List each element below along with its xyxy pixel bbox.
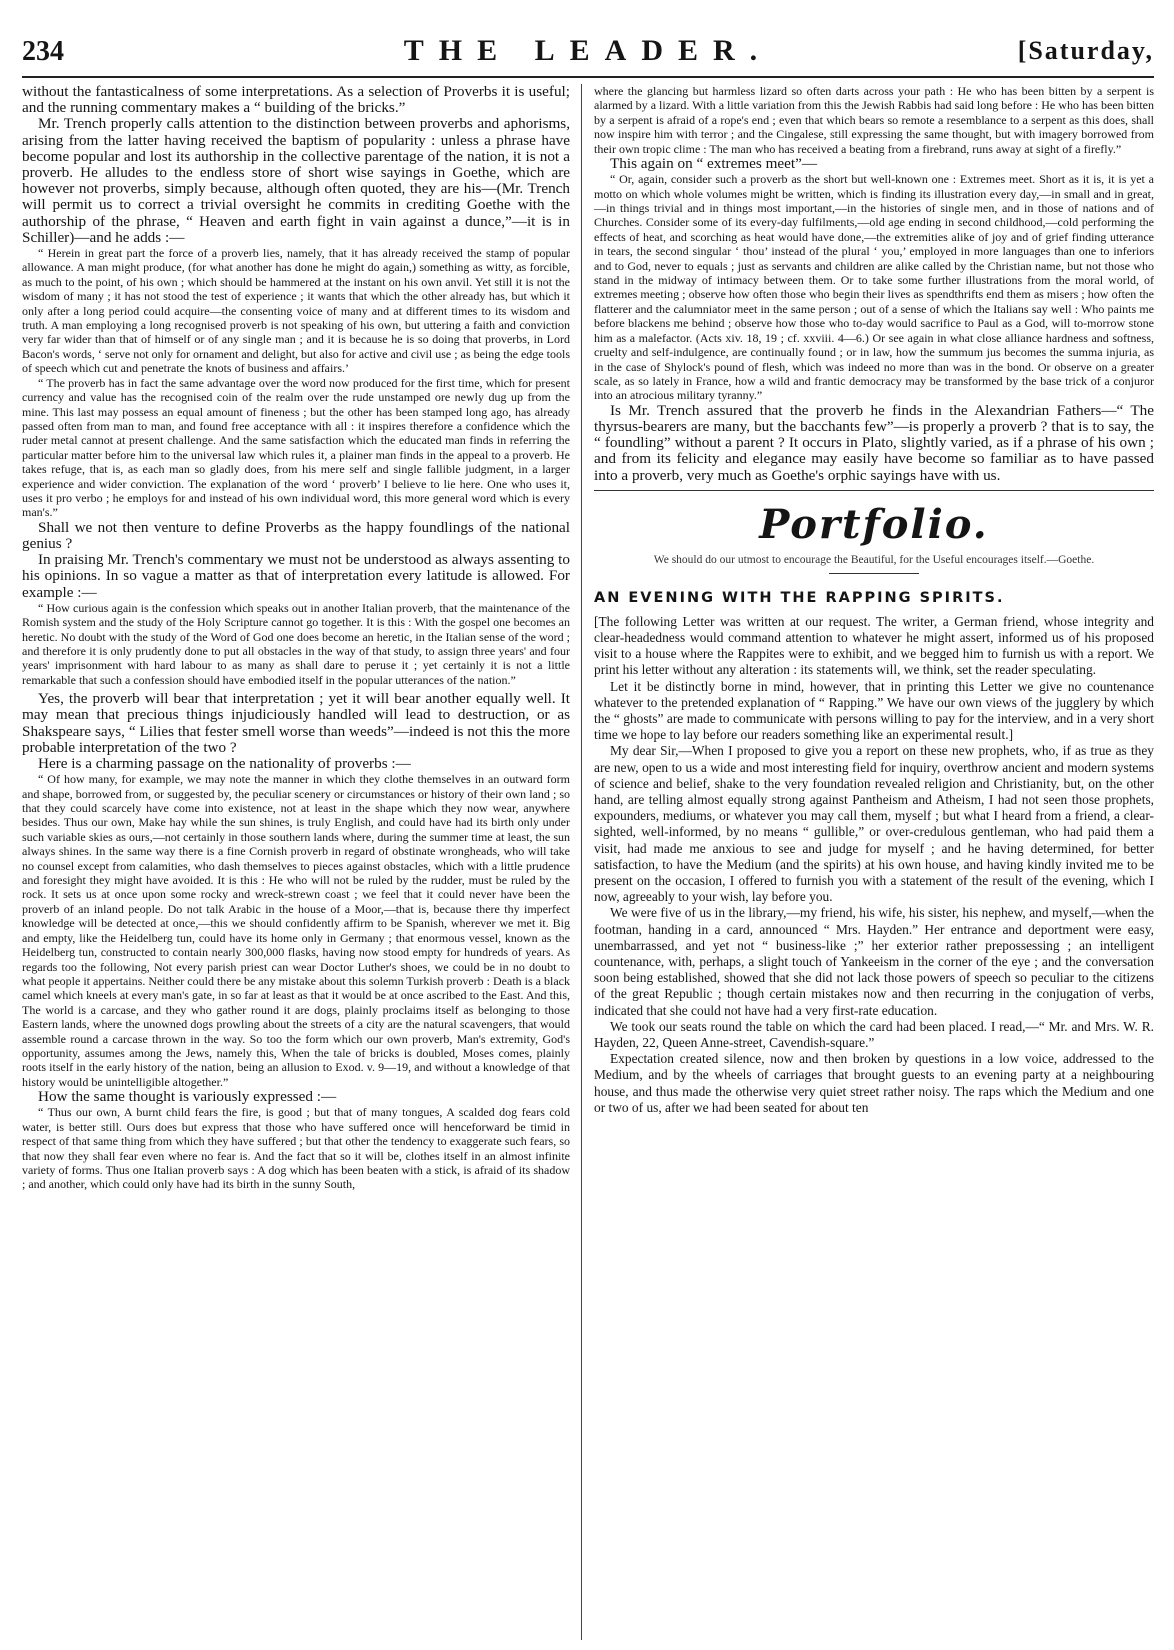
column-divider [581, 84, 582, 1640]
paragraph: Expectation created silence, now and then broken by questions in a low voice, addressed to the Medium, and by the wheels of carriages that brought guests to an evening party at a neighbouring house, and thus made the otherwise very quiet street rather noisy. The raps which the Medium and one or two of us, after we had been seated for about ten [594, 1051, 1154, 1115]
paragraph: Shall we not then venture to define Proverbs as the happy foundlings of the national genius ? [22, 518, 570, 552]
section-rule [594, 490, 1154, 491]
quotation: “ Herein in great part the force of a proverb lies, namely, that it has already received the stamp of popular allowance. A man might produce, (for what another has done he might do again,) something as witty, as forcible, as much to the point, of his own ; which should be hammered at the instant on his own anvil. Yet still it is not the wisdom of many ; it has not stood the test of experience ; it wants that which the other already has, but which it only after a long period could acquire—the consenting voice of many and at different times to its wisdom and truth. A man employing a long recognised proverb is not speaking of his own, but uttering a faith and conviction very far wider than that of himself or of any single man ; and it is because he is so doing that proverbs, in Lord Bacon's words, ‘ serve not only for ornament and delight, but also for active and civil use ; as being the edge tools of speech which cut and penetrate the knots of business and affairs.’ [22, 246, 570, 376]
paragraph: [The following Letter was written at our request. The writer, a German friend, whose integrity and clear-headedness would command attention to whatever he might assert, informed us of his proposed visit to a house where the Rappites were to exhibit, and we begged him to furnish us with a report. We print his letter without any alteration : its statements will, we think, set the reader speculating. [594, 613, 1154, 678]
quotation: “ Or, again, consider such a proverb as the short but well-known one : Extremes meet. Short as it is, it is yet a motto on which whole volumes might be written, which is finding its illustration every day,—in small and in great,—in things trivial and in things most important,—in the histories of single men, and in those of nations and of Churches. Consider some of its every-day fulfilments,—old age ending in second childhood,—cold performing the effects of heat, and scorching as heat would have done,—the extremities alike of joy and of grief finding utterance in tears, the second singular ‘ thou’ instead of the plural ‘ you,’ employed in more languages than one to inferiors and to God, never to equals ; just as servants and children are alike called by the Christian name, but not those who stand in the midway of intimacy between them. Or to take some further illustrations from the moral world, of extremes meeting ; observe how often those who begin their lives as spendthrifts end them as misers ; how often the flatterer and the calumniator meet in the same person ; out of a sense of which the Italians say well : Who paints me before blackens me behind ; observe how those who to-day would sacrifice to Paul as a God, will to-morrow stone him as a malefactor. (Acts xiv. 18, 19 ; cf. xxviii. 4—6.) Or see again in what close alliance hardness and softness, cruelty and self-indulgence, are continually found ; or in law, how the summum jus becomes the summa injuria, as in the case of Shylock's pound of flesh, which was indeed no more than was in the bond. Or observe on a greater scale, as so lately in France, how a wild and frantic democracy may be transformed by the base trick of a conjuror into an atrocious military tyranny.” [594, 172, 1154, 403]
left-column [22, 84, 570, 1640]
issue-day: [Saturday, [1017, 36, 1154, 65]
page-number: 234 [22, 36, 64, 67]
paragraph: without the fantasticalness of some interpretations. As a selection of Proverbs it is useful; and the running commentary makes a “ building of the bricks.” [22, 84, 570, 117]
paragraph: Mr. Trench properly calls attention to the distinction between proverbs and aphorisms, arising from the latter having received the baptism of popularity : unless a phrase have become popular and lost its authorship in the collective parentage of the nation, it is not a proverb. He alludes to the endless store of short wise sayings in Goethe, which are however not proverbs, simply because, although often quoted, they are his—(Mr. Trench will permit us to correct a trivial oversight he commits in crediting Goethe with the authorship of the phrase, “ Heaven and earth fight in vain against a dunce,”—it is in Schiller)—and he adds :— [22, 115, 570, 246]
paragraph: We were five of us in the library,—my friend, his wife, his sister, his nephew, and myself,—when the footman, handing in a card, announced “ Mrs. Hayden.” Her entrance and deportment were easy, unembarrassed, and yet not “ business-like ;” her exterior rather prepossessing ; an intelligent countenance, with, perhaps, a slight touch of Yankeeism in the corner of the eye ; and the conversation soon being established, showed that she did not lack those powers of speech so peculiar to the citizens of the great Republic ; though certain mistakes now and then recurring in the conjugation of verbs, indicated that she could not have had a very first-rate education. [594, 905, 1154, 1018]
article-title: AN EVENING WITH THE RAPPING SPIRITS. [594, 589, 1005, 606]
paragraph: We took our seats round the table on which the card had been placed. I read,—“ Mr. and Mrs. W. R. Hayden, 22, Queen Anne-street, Cavendish-square.” [594, 1018, 1154, 1051]
quotation: “ Thus our own, A burnt child fears the fire, is good ; but that of many tongues, A scalded dog fears cold water, is better still. Ours does but express that those who have suffered once will henceforward be timid in respect of that same thing from which they have suffered ; but that other the tendency to exaggerate such fears, so that now they shall fear even where no fear is. And the fact that so it will be, clothes itself in an almost infinite variety of forms. Thus one Italian proverb says : A dog which has been beaten with a stick, is afraid of its shadow ; and another, which could only have had its birth in the sunny South, [22, 1105, 570, 1192]
paragraph: Here is a charming passage on the nationality of proverbs :— [38, 755, 411, 773]
motto-rule [829, 573, 919, 574]
header-rule [22, 76, 1154, 78]
quotation: where the glancing but harmless lizard so often darts across your path : He who has been bitten by a serpent is alarmed by a lizard. With a little variation from this the Jewish Rabbis had said long before : He who has been bitten by a serpent is afraid of a rope's end ; even that which bears so remote a resemblance to a serpent as this does, shall now inspire him with terror ; and the Cingalese, still expressing the same thought, but with imagery borrowed from their own tropic clime : The man who has received a beating from a firebrand, runs away at sight of a firefly.” [594, 84, 1154, 156]
paragraph: Let it be distinctly borne in mind, however, that in printing this Letter we give no countenance whatever to the pretended explanation of “ Rapping.” We have our own views of the jugglery by which the “ ghosts” are made to communicate with persons willing to pay for the interview, and in a very short time we hope to lay before our readers something like an experimental result.] [594, 678, 1154, 743]
quotation: “ The proverb has in fact the same advantage over the word now produced for the first time, which for present currency and value has the recognised coin of the realm over the rude unstamped ore newly dug up from the mine. This last may possess an equal amount of fineness ; but the other has been stamped long ago, has already passed often from man to man, and found free acceptance with all : it inspires therefore a confidence which the ruder metal cannot at present challenge. And the same satisfaction which the educated man finds in referring the particular matter before him to the universal law which rules it, a plainer man finds in the appeal to a proverb. He takes refuge, that is, as each man so gladly does, from his mere self and single fallible judgment, in a larger experience and wider conviction. The explanation of the word ‘ proverb’ I believe to lie here. One who uses it, uses it pro verbo ; he employs for and instead of his own individual word, this more general word which is every man's.” [22, 375, 570, 520]
section-motto: We should do our utmost to encourage the Beautiful, for the Useful encourages itself.—Goethe. [653, 553, 1095, 566]
section-heading: Portfolio. [759, 500, 989, 548]
paragraph: Yes, the proverb will bear that interpretation ; yet it will bear another equally well. It may mean that precious things injudiciously handled will lead to destruction, or as Shakspeare says, “ Lilies that fester smell worse than weeds”—indeed is not this the more probable interpretation of the two ? [22, 690, 570, 756]
quotation: “ Of how many, for example, we may note the manner in which they clothe themselves in an outward form and shape, borrowed from, or suggested by, the peculiar scenery or circumstances or history of their own land ; so that they could scarcely have come into existence, not at least in the shape which they now wear, anywhere besides. Thus our own, Make hay while the sun shines, is truly English, and could have had its birth only under such variable skies as ours,—not certainly in those southern lands where, during the summer time at least, the sun always shines. In the same way there is a fine Cornish proverb in regard of obstinate wrongheads, who will take no counsel except from calamities, who dash themselves to pieces against obstacles, which with a little prudence and foresight they might have avoided. It is this : He who will not be ruled by the rudder, must be ruled by the rock. It sets us at once upon some rocky and wreck-strewn coast ; we feel that it could never have been the proverb of an inland people. Do not talk Arabic in the house of a Moor,—that is, because there thy imperfect knowledge will be detected at once,—this we should confidently affirm to be Spanish, wherever we met it. Big and empty, like the Heidelberg tun, could have its home only in Germany ; that enormous vessel, known as the Heidelberg tun, constructed to contain nearly 300,000 flasks, having now stood empty for hundreds of years. As regards too the following, Not every parish priest can wear Doctor Luther's shoes, we could be in no doubt to what people it appertains. Neither could there be any mistake about this solemn Turkish proverb : Death is a black camel which kneels at every man's gate, in so far at least as that it would be at once ascribed to the East. And this, The world is a carcase, and they who gather round it are dogs, plainly proclaims itself as belonging to those Eastern lands, where the unowned dogs prowling about the streets of a city are the natural scavengers, that would assemble round a carcase thrown in the way. So too the form which our own proverb, Man's extremity, God's opportunity, assumes among the Jews, namely this, When the tale of bricks is doubled, Moses comes, plainly roots itself in the early history of the nation, being an allusion to Exod. v. 9—19, and without a knowledge of that history would be unintelligible altogether.” [22, 772, 570, 1089]
right-column [594, 84, 1154, 1640]
page-header [22, 28, 1154, 74]
masthead-title: THE LEADER. [403, 34, 773, 67]
paragraph: How the same thought is variously expressed :— [38, 1088, 337, 1106]
paragraph: This again on “ extremes meet”— [610, 155, 818, 173]
quotation: “ How curious again is the confession which speaks out in another Italian proverb, that the maintenance of the Romish system and the study of the Holy Scripture cannot go together. It is this : With the gospel one becomes an heretic. No doubt with the study of the Word of God one does become an heretic, in the Italian sense of the word ; and therefore it is only prudently done to put all obstacles in the way of that study, to assign three years' and four years' imprisonment with hard labour to as many as shall dare to peruse it ; yet certainly it is not a little remarkable that such a confession should have embodied itself in the popular utterances of the nation.” [22, 600, 570, 687]
paragraph: My dear Sir,—When I proposed to give you a report on these new prophets, who, if as true as they are new, open to us a wide and most interesting field for inquiry, overthrow ancient and modern systems of science and belief, shake to the very foundation revealed religion and Christianity, but, on the other hand, are telling almost equally strong against Pantheism and Atheism, I had not seen those prophets, expounders, mediums, or whatever you may call them, myself ; but what I heard from a friend, a clear-sighted, well-informed, by no means “ gullible,” or over-credulous gentleman, who had paid them a visit, had made me anxious to see and judge for myself ; and he having determined, for better satisfaction, to have the Medium (and the spirits) at his own house, and having kindly invited me to be present on the occasion, I offered to furnish you with a statement of the result of the evening, which I now, agreeably to your wish, lay before you. [594, 743, 1154, 905]
paragraph: In praising Mr. Trench's commentary we must not be understood as always assenting to his opinions. In so vague a matter as that of interpretation every latitude is allowed. For example :— [22, 551, 570, 601]
paragraph: Is Mr. Trench assured that the proverb he finds in the Alexandrian Fathers—“ The thyrsus-bearers are many, but the bacchants few”—is properly a proverb ? that is to say, the “ foundling” without a parent ? It occurs in Plato, slightly varied, as if a phrase of his own ; and from its felicity and elegance may easily have become so familiar as to have passed into a proverb, very much as Goethe's orphic sayings have with us. [594, 401, 1154, 484]
